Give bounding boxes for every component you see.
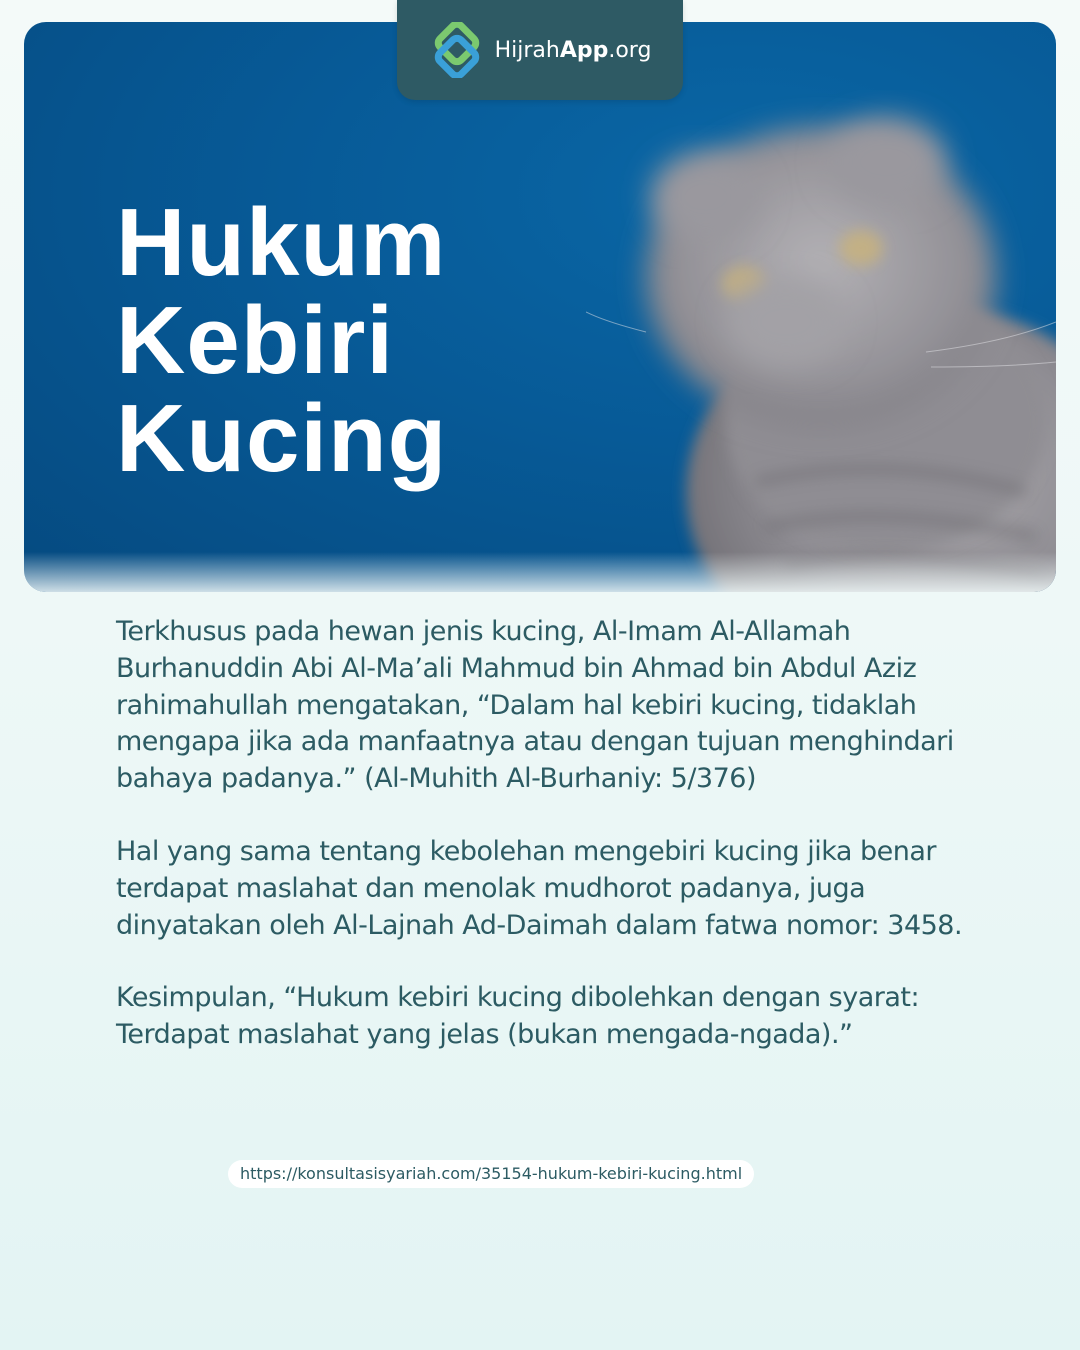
hero-banner [24,22,1056,592]
paragraph-2: Hal yang sama tentang kebolehan mengebiri kucing jika benar terdapat maslahat dan menolak mudhorot padanya, juga dinyatakan oleh Al-Lajnah Ad-Daimah dalam fatwa nomor: 3458. [116,835,963,941]
logo-tab [397,0,683,100]
hero-bottom-fade [24,552,1056,592]
hijrahapp-logo-icon [429,22,485,78]
article-body [116,614,1016,1090]
paragraph-1: Terkhusus pada hewan jenis kucing, Al-Imam Al-Allamah Burhanuddin Abi Al-Ma’ali Mahmud bin Ahmad bin Abdul Aziz rahimahullah mengatakan, “Dalam hal kebiri kucing, tidaklah mengapa jika ada manfaatnya atau dengan tujuan menghindari bahaya padanya.” (Al-Muhith Al-Burhaniy: 5/376) [116,616,954,795]
cat-image [586,22,1056,592]
hero-title-line-1: Hukum [116,189,447,296]
logo-text-app: App [559,37,609,63]
paragraph-3: Kesimpulan, “Hukum kebiri kucing dibolehkan dengan syarat: Terdapat maslahat yang jelas (bukan mengada-ngada).” [116,982,920,1051]
logo-text-hijrah: Hijrah [494,37,560,63]
hero-title-line-3: Kucing [116,385,448,492]
logo-text-domain: .org [608,37,652,63]
logo-wordmark [495,38,652,63]
hero-title [116,189,448,492]
hero-title-line-2: Kebiri [116,287,395,394]
source-link[interactable]: https://konsultasisyariah.com/35154-hukum-kebiri-kucing.html [228,1160,754,1188]
